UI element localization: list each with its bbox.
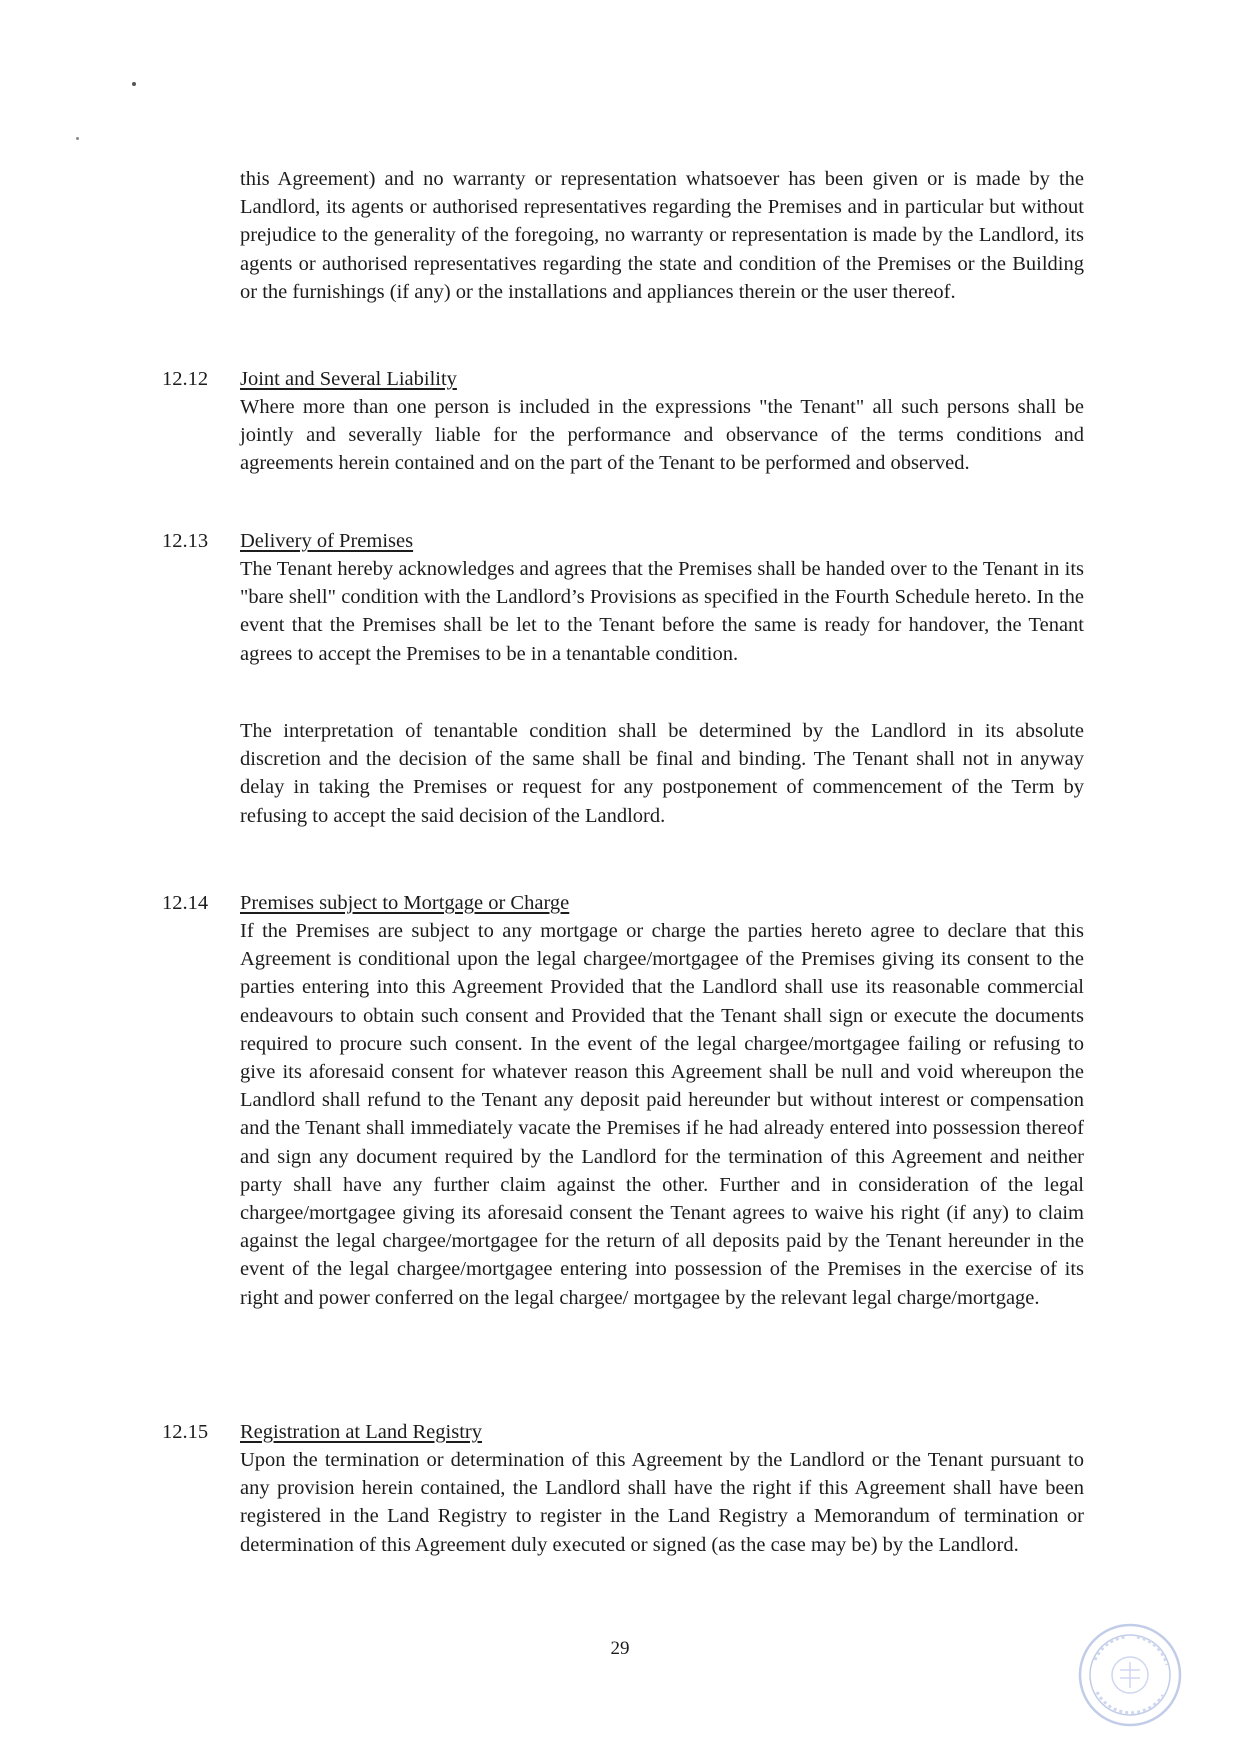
clause-number: 12.13: [162, 530, 209, 552]
page-number: 29: [610, 1638, 630, 1659]
clause-paragraph: Where more than one person is included in the expressions "the Tenant" all such persons shall be jointly and severally liable for the performance and observance of the terms conditions and agreements herein contained and on the part of the Tenant to be performed and observed.: [240, 396, 1084, 475]
clause-paragraph: If the Premises are subject to any mortgage or charge the parties hereto agree to declare that this Agreement is conditional upon the legal chargee/mortgagee of the Premises giving its consent to the parties entering into this Agreement Provided that the Landlord shall use its reasonable commercial endeavours to obtain such consent and Provided that the Tenant shall sign or execute the documents required to procure such consent. In the event of the legal chargee/mortgagee failing or refusing to give its aforesaid consent for whatever reason this Agreement shall be null and void whereupon the Landlord shall refund to the Tenant any deposit paid hereunder but without interest or compensation and the Tenant shall immediately vacate the Premises if he had already entered into possession thereof and sign any document required by the Landlord for the termination of this Agreement and neither party shall have any further claim against the other. Further and in consideration of the legal chargee/mortgagee giving its aforesaid consent the Tenant agrees to waive his right (if any) to claim against the legal chargee/mortgagee for the return of all deposits paid by the Tenant hereunder in the event of the legal chargee/mortgagee entering into possession of the Premises in the exercise of its right and power conferred on the legal chargee/ mortgagee by the relevant legal charge/mortgage.: [240, 920, 1084, 1309]
clause-heading: Registration at Land Registry: [240, 1421, 482, 1443]
intro-paragraph: this Agreement) and no warranty or representation whatsoever has been given or is made by the Landlord, its agents or authorised representatives regarding the Premises and in particular but without prejudice to the generality of the foregoing, no warranty or representation is made by the Landlord, its agents or authorised representatives regarding the state and condition of the Premises or the Building or the furnishings (if any) or the installations and appliances therein or the user thereof.: [240, 168, 1084, 303]
clause-number: 12.12: [162, 368, 209, 390]
clause-number: 12.15: [162, 1421, 209, 1443]
clause-paragraph: Upon the termination or determination of this Agreement by the Landlord or the Tenant pursuant to any provision herein contained, the Landlord shall have the right if this Agreement shall have been registered in the Land Registry to register in the Land Registry a Memorandum of termination or determination of this Agreement duly executed or signed (as the case may be) by the Landlord.: [240, 1449, 1084, 1556]
scan-speck: [76, 137, 79, 140]
clause-heading: Joint and Several Liability: [240, 368, 457, 390]
clause-paragraph: The interpretation of tenantable condition shall be determined by the Landlord in its absolute discretion and the decision of the same shall be final and binding. The Tenant shall not in anyway delay in taking the Premises or request for any postponement of commencement of the Term by refusing to accept the said decision of the Landlord.: [240, 720, 1084, 827]
scan-speck: [132, 82, 136, 86]
clause-number: 12.14: [162, 892, 209, 914]
clause-heading: Premises subject to Mortgage or Charge: [240, 892, 570, 914]
clause-paragraph: The Tenant hereby acknowledges and agrees that the Premises shall be handed over to the Tenant in its "bare shell" condition with the Landlord’s Provisions as specified in the Fourth Schedule hereto. In the event that the Premises shall be let to the Tenant before the same is ready for handover, the Tenant agrees to accept the Premises to be in a tenantable condition.: [240, 558, 1084, 665]
official-seal-icon: [1075, 1620, 1185, 1730]
clause-heading: Delivery of Premises: [240, 530, 414, 552]
